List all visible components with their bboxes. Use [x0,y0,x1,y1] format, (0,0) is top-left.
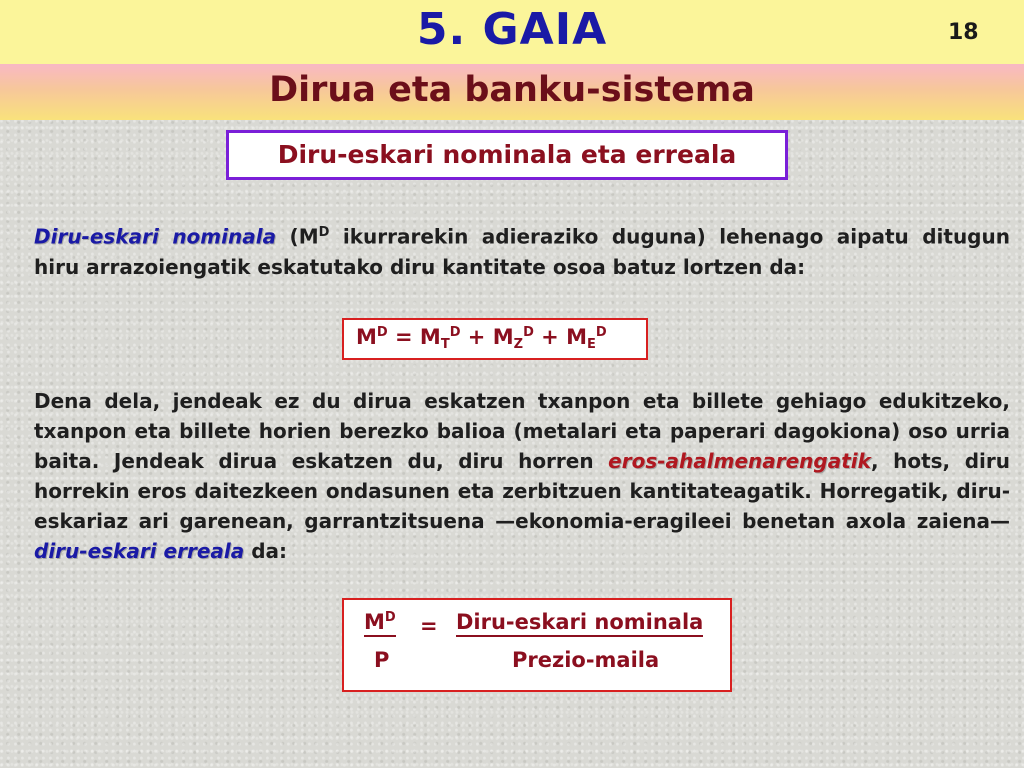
term-purchasing-power: eros-ahalmenarengatik [608,449,871,473]
section-title: Diru-eskari nominala eta erreala [277,140,737,169]
paragraph1-sup: D [318,225,330,240]
ratio-num-sup: D [384,610,396,625]
paragraph2-text-c: da: [244,539,288,563]
formula1-t2-sub: Z [513,337,524,352]
ratio-numerator-symbol [364,610,396,634]
paragraph1-text-a: (M [276,224,319,249]
formula1-t2-sup: D [523,325,534,340]
paragraph-nominal-demand [34,218,1010,282]
page-number: 18 [948,20,979,45]
chapter-title: 5. GAIA [416,4,608,55]
paragraph2-text-a: Dena dela, jendeak ez du dirua eskatzen txanpon eta billete gehiago edukitzeko, txanpon eta billete horien berezko balioa (metalari eta paperari dagokiona) oso urria baita. Jendeak dirua eskatzen du, diru horren [34,389,1010,473]
paragraph1-text-b: ikurrarekin adieraziko duguna) lehenago aipatu ditugun hiru arrazoiengatik eskatutako diru kantitate osoa batuz lortzen da: [34,224,1010,279]
paragraph-real-demand [34,386,1010,566]
formula1-lhs-sup: D [376,325,388,340]
ratio-num-base: M [364,610,385,634]
formula1-t1: M [419,325,441,349]
term-nominal-demand: Diru-eskari nominala [34,224,277,249]
term-real-demand: diru-eskari erreala [34,539,245,563]
formula1-t3: M [566,325,587,349]
formula1-t3-sub: E [586,337,596,352]
formula1-t3-sup: D [595,325,607,340]
formula1-t1-sub: T [440,337,450,352]
formula1-lhs: M [356,325,377,349]
ratio-num-text: Diru-eskari nominala [456,610,703,637]
formula1-t1-sup: D [449,325,461,340]
ratio-denominator-symbol: P [374,648,390,672]
formula1-plus2: + [533,325,567,349]
ratio-denominator-text: Prezio-maila [512,648,660,672]
formula1-plus1: + [460,325,493,349]
paragraph2-text-b: , hots, diru horrekin eros daitezkeen ondasunen eta zerbitzuen kantitateagatik. Horregatik, diru-eskariaz ari garenean, garrantzitsuena —ekonomia-eragileei benetan axola zaiena— [34,449,1010,533]
formula1-eq: = [387,325,420,349]
formula1-t2: M [492,325,514,349]
subject-title: Dirua eta banku-sistema [269,70,755,110]
ratio-equals: = [420,614,438,638]
formula-sum [356,325,607,352]
ratio-numerator-text [456,610,703,634]
